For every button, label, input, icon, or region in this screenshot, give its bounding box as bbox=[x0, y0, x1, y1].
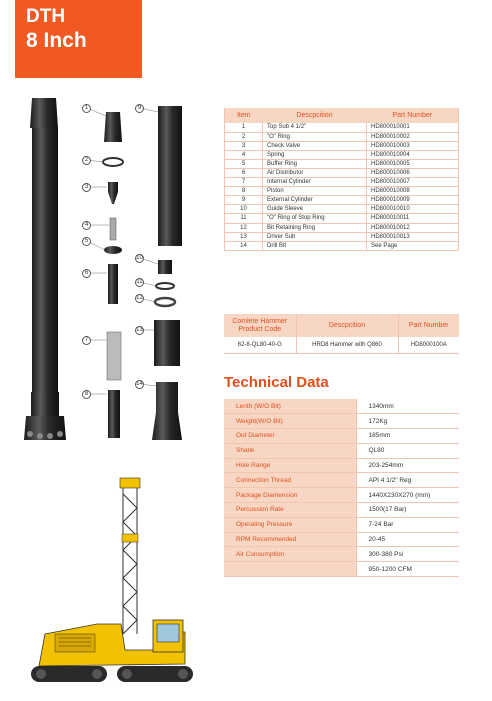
title-banner bbox=[15, 0, 142, 78]
callout-6: 6 bbox=[82, 269, 91, 278]
spec-label bbox=[224, 562, 356, 577]
parts-table bbox=[224, 108, 459, 251]
product-part-number: HD8000100A bbox=[398, 337, 459, 353]
item-description: "O" Ring bbox=[263, 132, 367, 141]
item-part-number: HD800010013 bbox=[367, 232, 459, 241]
item-part-number: See Page bbox=[367, 241, 459, 250]
item-number: 5 bbox=[225, 159, 263, 168]
spec-label: Connection Thread bbox=[224, 473, 356, 488]
header-line: Comlete Hammer bbox=[232, 317, 288, 325]
item-number: 7 bbox=[225, 178, 263, 187]
spec-label: Percussion Rate bbox=[224, 503, 356, 518]
col-part-number: Part Number bbox=[367, 108, 459, 123]
item-number: 2 bbox=[225, 132, 263, 141]
callout-1: 1 bbox=[82, 104, 91, 113]
callout-11: 11 bbox=[136, 279, 143, 285]
callout-14: 14 bbox=[136, 381, 143, 387]
spec-value: 1340mm bbox=[356, 399, 459, 414]
callout-12: 12 bbox=[136, 295, 143, 301]
spec-value: 7-24 Bar bbox=[356, 517, 459, 532]
item-description: Top Sub 4 1/2" bbox=[263, 123, 367, 132]
col-product-code bbox=[224, 314, 296, 337]
item-part-number: HD800010011 bbox=[367, 214, 459, 223]
technical-data-body bbox=[224, 399, 459, 577]
table-row bbox=[225, 232, 459, 241]
table-row bbox=[224, 503, 459, 518]
item-number: 10 bbox=[225, 205, 263, 214]
table-row bbox=[225, 223, 459, 232]
exploded-hammer-diagram bbox=[18, 92, 203, 454]
spec-value: 1500(17 Bar) bbox=[356, 503, 459, 518]
table-row bbox=[225, 123, 459, 132]
item-description: Bit Retaining Ring bbox=[263, 223, 367, 232]
item-number: 13 bbox=[225, 232, 263, 241]
spec-value: 300-380 Psi bbox=[356, 547, 459, 562]
table-row bbox=[225, 205, 459, 214]
table-row bbox=[224, 547, 459, 562]
table-row bbox=[225, 187, 459, 196]
spec-label: Lenth (W/O Bit) bbox=[224, 399, 356, 414]
item-description: Spring bbox=[263, 150, 367, 159]
spec-label: Package Diamension bbox=[224, 488, 356, 503]
item-number: 4 bbox=[225, 150, 263, 159]
technical-data-table bbox=[224, 399, 459, 577]
spec-label: Shank bbox=[224, 443, 356, 458]
item-part-number: HD800010005 bbox=[367, 159, 459, 168]
table-row bbox=[224, 517, 459, 532]
callout-8: 8 bbox=[82, 390, 91, 399]
item-number: 9 bbox=[225, 196, 263, 205]
table-row bbox=[224, 414, 459, 429]
item-description: Check Valve bbox=[263, 141, 367, 150]
table-row bbox=[225, 150, 459, 159]
drill-rig-image bbox=[25, 474, 200, 696]
item-part-number: HD800010007 bbox=[367, 178, 459, 187]
item-number: 6 bbox=[225, 168, 263, 177]
table-row bbox=[225, 159, 459, 168]
hammer-table-header bbox=[224, 314, 459, 337]
item-description: Air Distributor bbox=[263, 168, 367, 177]
item-part-number: HD800010006 bbox=[367, 168, 459, 177]
drill-rig-illustration bbox=[25, 474, 200, 696]
table-row bbox=[224, 399, 459, 414]
parts-table-header bbox=[225, 108, 459, 123]
table-row bbox=[225, 196, 459, 205]
product-code: 62-8-QL80-40-G bbox=[224, 337, 296, 353]
spec-value: 185mm bbox=[356, 429, 459, 444]
table-row bbox=[224, 488, 459, 503]
spec-label: RPM Recommended bbox=[224, 532, 356, 547]
item-part-number: HD800010001 bbox=[367, 123, 459, 132]
item-description: "O" Ring of Stop Ring bbox=[263, 214, 367, 223]
item-description: External Cylinder bbox=[263, 196, 367, 205]
table-row bbox=[225, 132, 459, 141]
col-description: Descpcition bbox=[263, 108, 367, 123]
item-number: 14 bbox=[225, 241, 263, 250]
table-row bbox=[225, 141, 459, 150]
table-row bbox=[224, 337, 459, 353]
callout-10: 10 bbox=[136, 255, 143, 261]
spec-label: Weight(W/O Bit) bbox=[224, 414, 356, 429]
spec-label: Hole Range bbox=[224, 458, 356, 473]
table-row bbox=[224, 443, 459, 458]
item-part-number: HD800010010 bbox=[367, 205, 459, 214]
callout-3: 3 bbox=[82, 183, 91, 192]
spec-label: Out Diameter bbox=[224, 429, 356, 444]
callout-7: 7 bbox=[82, 336, 91, 345]
spec-value: 20-45 bbox=[356, 532, 459, 547]
item-description: Driver Sub bbox=[263, 232, 367, 241]
table-row bbox=[225, 241, 459, 250]
callout-4: 4 bbox=[82, 221, 91, 230]
callout-13: 13 bbox=[136, 327, 143, 333]
spec-value: 203-254mm bbox=[356, 458, 459, 473]
table-row bbox=[224, 562, 459, 577]
item-part-number: HD800010004 bbox=[367, 150, 459, 159]
col-description: Descpcition bbox=[296, 314, 398, 337]
item-part-number: HD800010012 bbox=[367, 223, 459, 232]
item-number: 11 bbox=[225, 214, 263, 223]
spec-value: API 4 1/2" Reg bbox=[356, 473, 459, 488]
spec-value: 172Kg bbox=[356, 414, 459, 429]
spec-value: QL80 bbox=[356, 443, 459, 458]
table-row bbox=[225, 214, 459, 223]
item-number: 8 bbox=[225, 187, 263, 196]
spec-value: 1440X230X270 (mm) bbox=[356, 488, 459, 503]
item-description: Buffer Ring bbox=[263, 159, 367, 168]
table-row bbox=[225, 168, 459, 177]
item-part-number: HD800010008 bbox=[367, 187, 459, 196]
product-description: HRD8 Hammer with Q860 bbox=[296, 337, 398, 353]
title-line-2: 8 Inch bbox=[26, 29, 87, 52]
hammer-parts-illustration bbox=[18, 92, 203, 454]
table-row bbox=[224, 532, 459, 547]
header-line: Product Code bbox=[238, 325, 282, 333]
item-part-number: HD800010003 bbox=[367, 141, 459, 150]
col-item: Item bbox=[225, 108, 263, 123]
item-number: 12 bbox=[225, 223, 263, 232]
spec-label: Air Consumption bbox=[224, 547, 356, 562]
callout-9: 9 bbox=[135, 104, 144, 113]
spec-value: 950-1200 CFM bbox=[356, 562, 459, 577]
item-part-number: HD800010009 bbox=[367, 196, 459, 205]
item-description: Drill Bit bbox=[263, 241, 367, 250]
item-number: 1 bbox=[225, 123, 263, 132]
title-line-1: DTH bbox=[26, 6, 66, 27]
table-row bbox=[224, 458, 459, 473]
table-row bbox=[225, 178, 459, 187]
callout-5: 5 bbox=[82, 237, 91, 246]
col-part-number: Part Number bbox=[398, 314, 459, 337]
item-description: Piston bbox=[263, 187, 367, 196]
item-description: Internal Cylinder bbox=[263, 178, 367, 187]
callout-2: 2 bbox=[82, 156, 91, 165]
table-row bbox=[224, 429, 459, 444]
item-number: 3 bbox=[225, 141, 263, 150]
table-row bbox=[224, 473, 459, 488]
spec-label: Operating Pressure bbox=[224, 517, 356, 532]
technical-data-title: Technical Data bbox=[224, 374, 329, 391]
item-description: Guide Sleeve bbox=[263, 205, 367, 214]
item-part-number: HD800010002 bbox=[367, 132, 459, 141]
hammer-table bbox=[224, 314, 459, 354]
parts-table-body bbox=[225, 123, 459, 250]
